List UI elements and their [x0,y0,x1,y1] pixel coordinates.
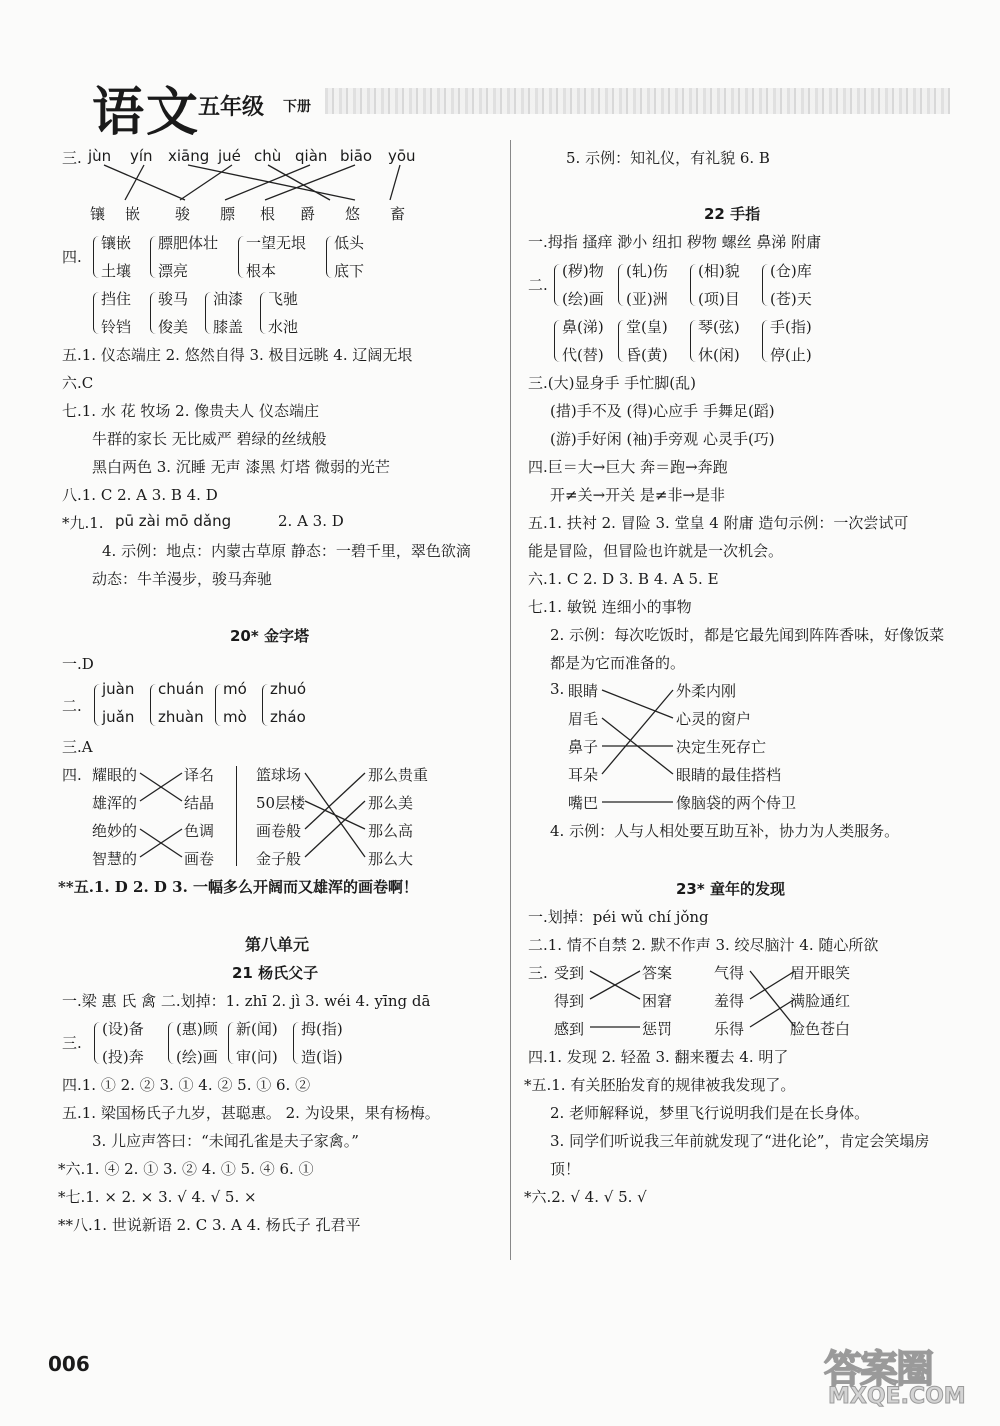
l22-q7b: 2. 示例：每次吃饭时，都是它最先闻到阵阵香味，好像饭菜 [550,626,945,644]
q4b-4-bot: 水池 [268,318,299,336]
q5-answer: 五.1. 仪态端庄 2. 悠然自得 3. 极目远眺 4. 辽阔无垠 [62,346,413,364]
l22-q7c: 都是为它而准备的。 [550,654,686,672]
column-divider [510,140,511,1260]
l20-q4-m4: 画卷 [184,850,215,868]
l22-q4b: 开≠关→开关 是≠非→是非 [550,486,726,504]
q3-pinyin-2: yín [130,147,153,165]
l22-q2b-4t: 手(指) [770,318,812,336]
q4a-1-top: 镶嵌 [101,234,132,252]
l22-q7-left-2: 眉毛 [568,710,599,728]
l23-q5a: *五.1. 有关胚胎发育的规律被我发现了。 [524,1076,796,1094]
brace [690,264,696,306]
brace [554,320,560,362]
q4b-1-bot: 铃铛 [101,318,132,336]
l21-q3-2a: (惠)顾 [176,1020,218,1038]
brace [228,1022,234,1064]
l22-q5a: 五.1. 扶衬 2. 冒险 3. 堂皇 4 附庸 造句示例：一次尝试可 [528,514,909,532]
l22-q2a-4t: (仓)库 [770,262,812,280]
q4b-3-bot: 膝盖 [213,318,244,336]
q3-pinyin-1: jùn [88,147,112,165]
brace [94,684,100,726]
q4b-1-top: 挡住 [101,290,132,308]
brace [93,292,99,334]
q7-answer-1: 七.1. 水 花 牧场 2. 像贵夫人 仪态端庄 [62,402,320,420]
l23-q4: 四.1. 发现 2. 轻盈 3. 翻来覆去 4. 明了 [528,1048,789,1066]
l23-q3-r1-1: 气得 [714,964,745,982]
brace [293,1022,299,1064]
q8-answer: 八.1. C 2. A 3. B 4. D [62,486,218,504]
brace [762,264,768,306]
brace [762,320,768,362]
brace [150,684,156,726]
q3-label: 三. [62,149,82,167]
l23-q3-r1-3: 乐得 [714,1020,745,1038]
l21-q7: *七.1. × 2. × 3. √ 4. √ 5. × [58,1188,257,1206]
l22-q7-right-3: 决定生死存亡 [676,738,767,756]
q3-char-8: 畜 [390,205,406,223]
brace [150,292,156,334]
l23-q3-r2-3: 脸色苍白 [790,1020,851,1038]
l22-q7-right-4: 眼睛的最佳搭档 [676,766,782,784]
l21-q3-1a: (设)备 [102,1020,144,1038]
brace [262,684,268,726]
l20-q4-r2: 50层楼 [256,794,306,812]
l22-q2b-3t: 琴(弦) [698,318,740,336]
l22-q6: 六.1. C 2. D 3. B 4. A 5. E [528,570,719,588]
l20-q4-separator [236,766,237,866]
l23-q3-l2-3: 惩罚 [642,1020,673,1038]
l23-q1: 一.划掉：péi wǔ chí jǒng [528,908,709,926]
lesson23-title: 23* 童年的发现 [676,880,785,898]
l22-q7-left-1: 眼睛 [568,682,599,700]
q4a-2-top: 膘肥体壮 [158,234,219,252]
l20-q4-l2: 雄浑的 [92,794,138,812]
l21-q3-2b: (绘)画 [176,1048,218,1066]
l21-q3-4a: 拇(指) [301,1020,343,1038]
brace [93,236,99,278]
l23-q3-label: 三. [528,964,548,982]
l20-q1: 一.D [62,655,94,673]
l21-q1: 一.梁 惠 氏 禽 二.划掉：1. zhī 2. jì 3. wéi 4. yīng dā [62,992,431,1010]
l20-q4-e1: 那么贵重 [368,766,429,784]
r-top5: 5. 示例：知礼仪，有礼貌 6. B [566,149,770,167]
page-number: 006 [48,1352,90,1376]
l21-q3-3a: 新(闻) [236,1020,278,1038]
lesson21-title: 21 杨氏父子 [232,964,319,982]
q7-answer-2: 牛群的家长 无比威严 碧绿的丝绒般 [92,430,327,448]
l23-q3-r1-2: 羞得 [714,992,745,1010]
q4a-3-bot: 根本 [246,262,277,280]
q3-char-6: 爵 [300,205,316,223]
l22-q2a-2b: (亚)洲 [626,290,668,308]
l22-q5b: 能是冒险，但冒险也许就是一次机会。 [528,542,784,560]
lesson22-title: 22 手指 [704,205,761,223]
brace [260,292,266,334]
l23-q3-l1-2: 得到 [554,992,585,1010]
l21-q3-3b: 审(问) [236,1048,278,1066]
q3-char-2: 嵌 [125,205,141,223]
l23-q3-l2-1: 答案 [642,964,673,982]
brace [326,236,332,278]
l20-q2-2b: zhuàn [158,708,204,726]
q4a-2-bot: 漂亮 [158,262,189,280]
l20-q5: **五.1. D 2. D 3. 一幅多么开阔而又雄浑的画卷啊！ [58,878,419,896]
brace [618,320,624,362]
header-grade: 五年级 [198,95,265,120]
l22-q4a: 四.巨＝大→巨大 奔＝跑→奔跑 [528,458,728,476]
l21-q6: *六.1. ④ 2. ① 3. ② 4. ① 5. ④ 6. ① [58,1160,314,1178]
l22-q3a: 三.(大)显身手 手忙脚(乱) [528,374,696,392]
brace [94,1022,100,1064]
l22-q2b-4b: 停(止) [770,346,812,364]
q3-pinyin-7: biāo [340,147,373,165]
l22-q2b-3b: 休(闲) [698,346,740,364]
l20-q4-e4: 那么大 [368,850,414,868]
q4a-4-top: 低头 [334,234,365,252]
l21-q3-label: 三. [62,1034,82,1052]
l22-q2b-2t: 堂(皇) [626,318,668,336]
l21-q5b: 3. 儿应声答曰：“未闻孔雀是夫子家禽。” [92,1132,359,1150]
l20-q4-m3: 色调 [184,822,215,840]
l20-q4-e2: 那么美 [368,794,414,812]
l20-q4-m1: 译名 [184,766,215,784]
l20-q2-2a: chuán [158,680,204,698]
l20-q2-3a: mó [223,680,247,698]
l20-q2-1a: juàn [102,680,135,698]
l22-q2-label: 二. [528,276,548,294]
q4b-2-bot: 俊美 [158,318,189,336]
brace [168,1022,174,1064]
q9-pinyin: pū zài mō dǎng [115,512,232,530]
l23-q5b: 2. 老师解释说，梦里飞行说明我们是在长身体。 [550,1104,870,1122]
l21-q4: 四.1. ① 2. ② 3. ① 4. ② 5. ① 6. ② [62,1076,311,1094]
l20-q4-label: 四. [62,766,82,784]
l20-q3: 三.A [62,738,93,756]
l23-q6: *六.2. √ 4. √ 5. √ [524,1188,647,1206]
l20-q4-r1: 篮球场 [256,766,302,784]
watermark-url: MXQE.COM [828,1384,966,1409]
watermark-logo [824,1338,974,1414]
l22-q7-left-4: 耳朵 [568,766,599,784]
l21-q8: **八.1. 世说新语 2. C 3. A 4. 杨氏子 孔君平 [58,1216,361,1234]
q4a-3-top: 一望无垠 [246,234,307,252]
l22-q2a-3t: (相)貌 [698,262,740,280]
l20-q2-1b: juǎn [102,708,135,726]
q9-answer-4: 4. 示例：地点：内蒙古草原 静态：一碧千里，翠色欲滴 [102,542,471,560]
q7-answer-3: 黑白两色 3. 沉睡 无声 漆黑 灯塔 微弱的光芒 [92,458,390,476]
l22-q2a-3b: (项)目 [698,290,740,308]
brace [205,292,211,334]
l20-q2-4a: zhuó [270,680,307,698]
q6-answer: 六.C [62,374,94,392]
l22-q2a-4b: (苍)天 [770,290,812,308]
q3-pinyin-5: chù [254,147,282,165]
l23-q3-l2-2: 困窘 [642,992,673,1010]
l20-q4-l1: 耀眼的 [92,766,138,784]
l20-q2-label: 二. [62,697,82,715]
l22-q2b-1b: 代(替) [562,346,604,364]
l20-q4-l4: 智慧的 [92,850,138,868]
q4b-4-top: 飞驰 [268,290,299,308]
q3-char-4: 膘 [220,205,236,223]
q3-char-1: 镶 [90,205,106,223]
q3-char-3: 骏 [175,205,191,223]
l22-q3c: (游)手好闲 (袖)手旁观 心灵手(巧) [550,430,775,448]
l22-q2b-2b: 昏(黄) [626,346,668,364]
unit8-title: 第八单元 [245,935,310,954]
header-subject: 语文 [92,83,201,143]
q4b-2-top: 骏马 [158,290,189,308]
l20-q4-r4: 金子般 [256,850,302,868]
brace [554,264,560,306]
l22-q7-right-1: 外柔内刚 [676,682,737,700]
header-volume: 下册 [283,99,311,115]
l20-q4-e3: 那么高 [368,822,414,840]
q4b-3-top: 油漆 [213,290,244,308]
brace [690,320,696,362]
lesson20-title: 20* 金字塔 [230,627,309,645]
l20-q4-m2: 结晶 [184,794,215,812]
l22-q7-left-3: 鼻子 [568,738,599,756]
q3-pinyin-6: qiàn [295,147,328,165]
l23-q3-l1-3: 感到 [554,1020,585,1038]
l20-q2-4b: zháo [270,708,306,726]
l21-q3-1b: (投)奔 [102,1048,144,1066]
brace [150,236,156,278]
watermark-logo-text: 答案圈 [824,1347,933,1391]
l22-q2b-1t: 鼻(涕) [562,318,604,336]
brace [238,236,244,278]
q4a-4-bot: 底下 [334,262,365,280]
l21-q5a: 五.1. 梁国杨氏子九岁，甚聪惠。 2. 为设果，果有杨梅。 [62,1104,440,1122]
header-decor-bar [325,88,950,114]
q3-char-5: 根 [260,205,276,223]
q4-label: 四. [62,248,82,266]
l22-q1: 一.拇指 搔痒 渺小 纽扣 秽物 螺丝 鼻涕 附庸 [528,233,822,251]
q3-pinyin-4: jué [218,147,241,165]
l22-q2a-1b: (绘)画 [562,290,604,308]
l23-q5c: 3. 同学们听说我三年前就发现了“进化论”，肯定会笑塌房 [550,1132,930,1150]
l22-q7-right-5: 像脑袋的两个侍卫 [676,794,797,812]
q9-prefix: *九.1. [62,514,104,532]
l22-q7d: 4. 示例：人与人相处要互助互补，协力为人类服务。 [550,822,900,840]
l23-q3-r2-2: 满脸通红 [790,992,851,1010]
l23-q5d: 顶！ [550,1160,581,1178]
brace [618,264,624,306]
l22-q7-right-2: 心灵的窗户 [676,710,752,728]
q9-answer-4b: 动态：牛羊漫步，骏马奔驰 [92,570,273,588]
q4a-1-bot: 土壤 [101,262,132,280]
l23-q2: 二.1. 情不自禁 2. 默不作声 3. 绞尽脑汁 4. 随心所欲 [528,936,879,954]
q3-char-7: 悠 [345,205,361,223]
l22-q2a-2t: (轧)伤 [626,262,668,280]
l23-q3-r2-1: 眉开眼笑 [790,964,851,982]
l20-q2-3b: mò [223,708,247,726]
l20-q4-r3: 画卷般 [256,822,302,840]
q3-pinyin-8: yōu [388,147,416,165]
l20-q4-l3: 绝妙的 [92,822,138,840]
l22-q7-left-5: 嘴巴 [568,794,599,812]
l23-q3-l1-1: 受到 [554,964,585,982]
q3-pinyin-3: xiāng [168,147,210,165]
l21-q3-4b: 造(诣) [301,1048,343,1066]
l22-q2a-1t: (秽)物 [562,262,604,280]
l22-q7-3-label: 3. [550,680,565,698]
q9-answer: 2. A 3. D [278,512,344,530]
brace [215,684,221,726]
l22-q3b: (措)手不及 (得)心应手 手舞足(蹈) [550,402,775,420]
l22-q7a: 七.1. 敏锐 连细小的事物 [528,598,692,616]
